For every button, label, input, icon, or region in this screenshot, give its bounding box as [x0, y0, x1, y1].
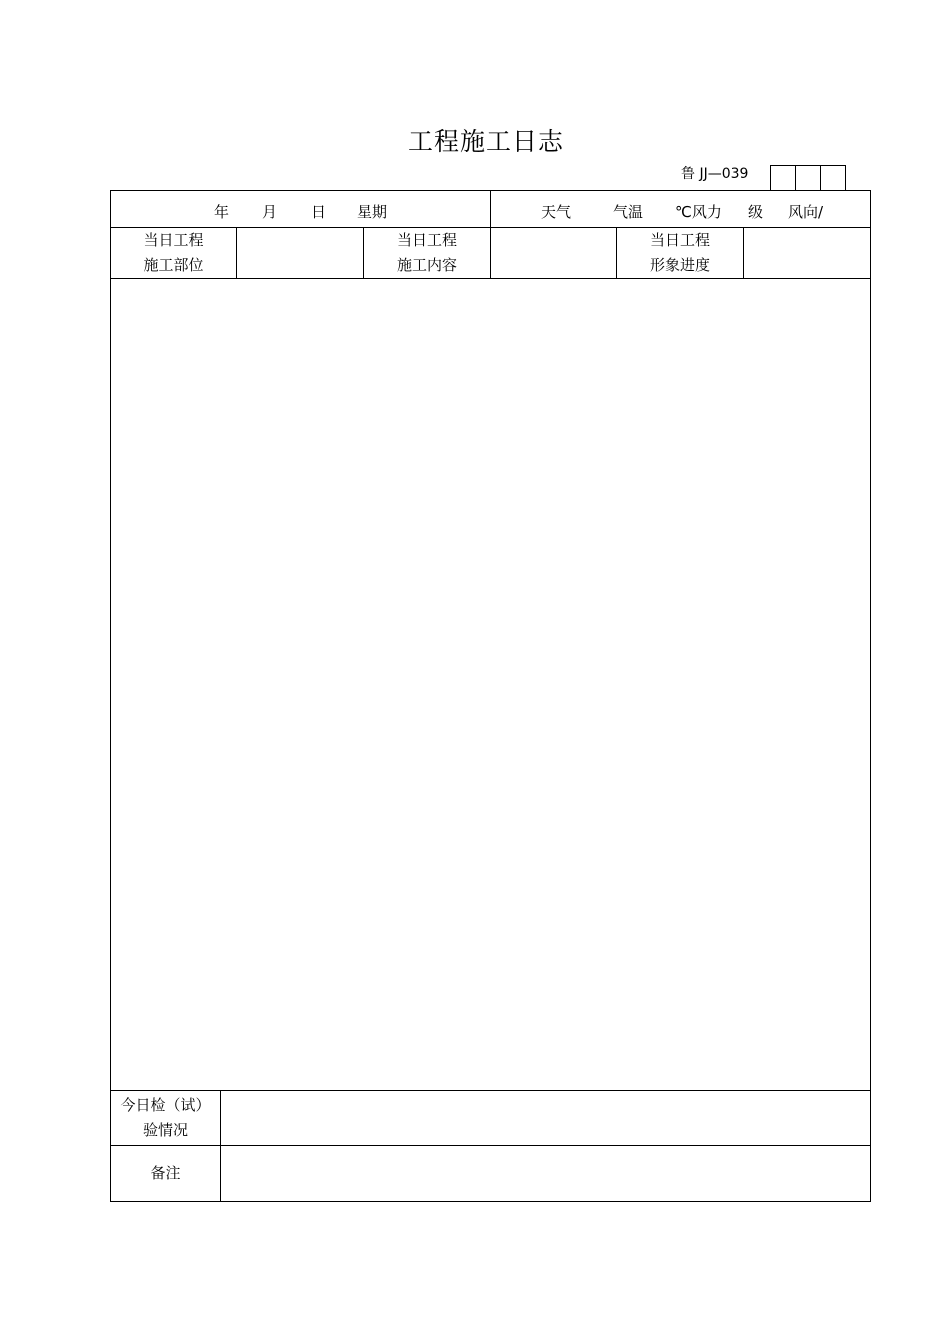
- code-box-2[interactable]: [796, 166, 821, 191]
- work-location-label-line2: 施工部位: [143, 256, 204, 274]
- remarks-field[interactable]: [221, 1146, 871, 1202]
- work-progress-field[interactable]: [744, 228, 871, 279]
- day-label: 日: [311, 203, 327, 221]
- page-title: 工程施工日志: [407, 127, 564, 156]
- work-location-label-line1: 当日工程: [143, 231, 204, 249]
- month-label: 月: [262, 203, 278, 221]
- work-progress-label: [617, 228, 744, 279]
- work-info-row: [111, 228, 871, 279]
- code-boxes: [770, 165, 846, 191]
- wind-force-label: ℃风力: [675, 203, 722, 221]
- date-weather-row: [111, 191, 871, 228]
- work-content-label-line1: 当日工程: [396, 231, 457, 249]
- work-content-field[interactable]: [491, 228, 617, 279]
- work-progress-label-line1: 当日工程: [649, 231, 710, 249]
- inspection-label-line2: 验情况: [142, 1121, 188, 1139]
- form-code: 鲁 JJ—039: [681, 166, 749, 182]
- remarks-label: 备注: [111, 1146, 221, 1202]
- inspection-label: [111, 1091, 221, 1146]
- weekday-label: 星期: [357, 203, 388, 221]
- weather-label: 天气: [541, 203, 572, 221]
- remarks-row: [111, 1146, 871, 1202]
- work-location-label: [111, 228, 237, 279]
- code-box-1[interactable]: [771, 166, 796, 191]
- work-location-field[interactable]: [237, 228, 364, 279]
- inspection-label-line1: 今日检（试）: [120, 1096, 211, 1114]
- log-body-row: [111, 279, 871, 1091]
- work-progress-label-line2: 形象进度: [649, 256, 710, 274]
- year-label: 年: [214, 203, 230, 221]
- log-body-field[interactable]: [111, 279, 871, 1091]
- construction-log-form: [110, 190, 871, 1202]
- work-content-label: [364, 228, 491, 279]
- work-content-label-line2: 施工内容: [396, 256, 457, 274]
- wind-direction-label: 风向/: [788, 203, 824, 221]
- temperature-label: 气温: [613, 203, 644, 221]
- inspection-field[interactable]: [221, 1091, 871, 1146]
- inspection-row: [111, 1091, 871, 1146]
- date-cell[interactable]: [111, 191, 491, 228]
- wind-level-label: 级: [748, 203, 764, 221]
- code-box-3[interactable]: [821, 166, 845, 191]
- weather-cell[interactable]: [491, 191, 871, 228]
